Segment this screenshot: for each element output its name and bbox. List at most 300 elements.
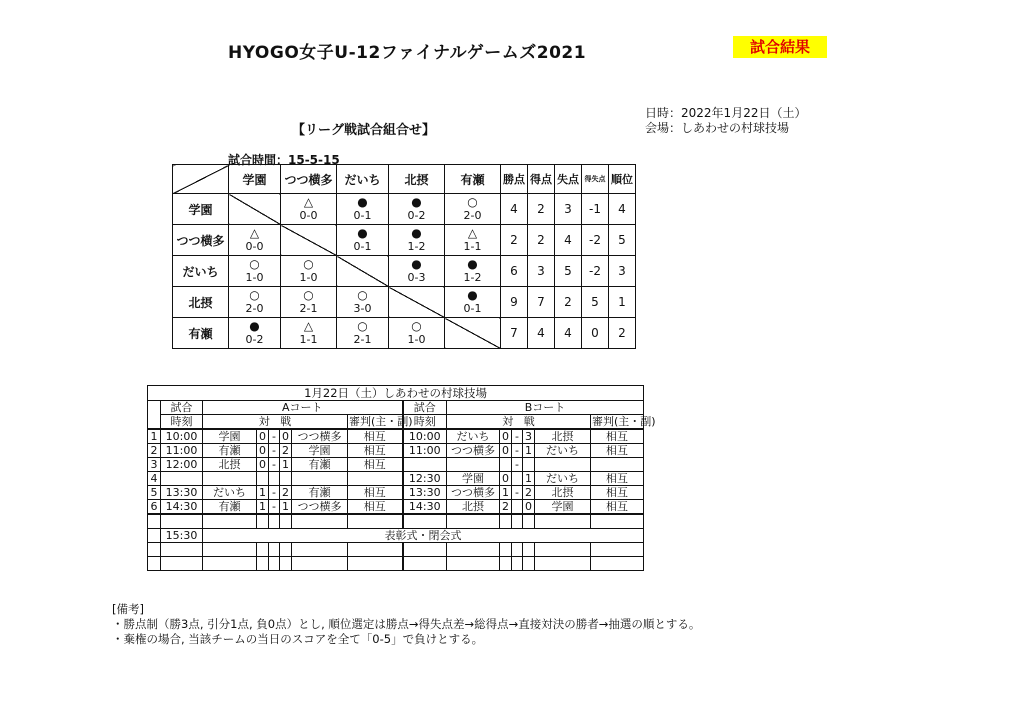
blank-cell: [500, 543, 512, 557]
blank-cell: [161, 514, 203, 529]
goals-against-cell: 5: [555, 256, 582, 287]
result-content: [445, 227, 500, 253]
court-b-away: 北摂: [535, 486, 591, 500]
blank-cell: [148, 401, 161, 430]
match-header-a-1: 対: [258, 415, 270, 428]
self-match-cell: [281, 225, 337, 256]
court-b-time: 13:30: [403, 486, 447, 500]
result-cell: [445, 256, 501, 287]
court-b-referee: 相互: [591, 429, 644, 444]
col-team: だいち: [337, 165, 389, 194]
court-a-away: つつ横多: [292, 429, 348, 444]
court-b-away: [535, 458, 591, 472]
col-goal-diff: 得失点: [582, 165, 609, 194]
result-symbol: ○: [303, 257, 314, 271]
ceremony-time: 15:30: [161, 529, 203, 543]
rank-cell: 4: [609, 194, 636, 225]
court-a-home-score: 1: [257, 500, 269, 515]
court-b-away-score: 0: [523, 500, 535, 515]
court-b-dash: -: [512, 458, 523, 472]
result-content: [337, 227, 388, 253]
result-symbol: ●: [357, 195, 368, 209]
blank-cell: [591, 543, 644, 557]
row-team-name: つつ横多: [173, 225, 229, 256]
result-content: [281, 320, 336, 346]
court-b-away: だいち: [535, 444, 591, 458]
referee-header-a: 審判(主・副): [349, 415, 413, 428]
match-number: 3: [148, 458, 161, 472]
court-a-dash: -: [269, 429, 280, 444]
court-a-time: 11:00: [161, 444, 203, 458]
match-header-b-1: 対: [502, 415, 514, 428]
result-cell: [229, 225, 281, 256]
result-score: 1-2: [463, 271, 482, 284]
court-b-away: 北摂: [535, 429, 591, 444]
row-team-name: だいち: [173, 256, 229, 287]
col-team: 北摂: [389, 165, 445, 194]
result-content: [281, 196, 336, 222]
result-symbol: ●: [411, 195, 422, 209]
court-b-header: Bコート: [447, 401, 644, 415]
blank-cell: [257, 543, 269, 557]
self-match-cell: [389, 287, 445, 318]
result-cell: [337, 287, 389, 318]
court-b-home-score: 2: [500, 500, 512, 515]
court-b-dash: -: [512, 444, 523, 458]
blank-cell: [292, 543, 348, 557]
court-a-away: [292, 472, 348, 486]
result-symbol: ○: [357, 288, 368, 302]
match-number: 4: [148, 472, 161, 486]
result-score: 0-0: [245, 240, 264, 253]
result-content: [281, 258, 336, 284]
court-a-away-score: 2: [280, 444, 292, 458]
result-cell: [445, 194, 501, 225]
notes-line: ・棄権の場合, 当該チームの当日のスコアを全て「0-5」で負けとする。: [112, 632, 484, 646]
match-number: 5: [148, 486, 161, 500]
goals-against-cell: 3: [555, 194, 582, 225]
self-match-cell: [337, 256, 389, 287]
col-goals-for: 得点: [528, 165, 555, 194]
court-a-referee: 相互: [348, 429, 403, 444]
court-b-home-score: 1: [500, 486, 512, 500]
points-cell: 9: [501, 287, 528, 318]
result-cell: [229, 287, 281, 318]
court-a-home: [203, 472, 257, 486]
schedule-header-row-1: [148, 401, 644, 415]
result-score: 1-0: [245, 271, 264, 284]
court-a-dash: -: [269, 458, 280, 472]
goal-diff-cell: 5: [582, 287, 609, 318]
court-a-away-score: 0: [280, 429, 292, 444]
col-team: つつ横多: [281, 165, 337, 194]
points-cell: 6: [501, 256, 528, 287]
court-a-home-score: 0: [257, 458, 269, 472]
court-a-away: 学園: [292, 444, 348, 458]
result-cell: [281, 256, 337, 287]
schedule-row: [148, 486, 644, 500]
blank-cell: [523, 557, 535, 571]
league-heading: 【リーグ戦試合組合せ】: [292, 123, 436, 138]
court-b-away-score: 2: [523, 486, 535, 500]
blank-cell: [161, 543, 203, 557]
result-symbol: ●: [411, 226, 422, 240]
court-a-home-score: [257, 472, 269, 486]
court-a-time: 14:30: [161, 500, 203, 515]
match-header-b: [447, 415, 591, 430]
league-row: [173, 194, 636, 225]
court-a-away-score: 1: [280, 500, 292, 515]
self-match-cell: [229, 194, 281, 225]
result-content: [281, 289, 336, 315]
court-a-home: 有瀬: [203, 444, 257, 458]
court-b-home: [447, 458, 500, 472]
match-number: 6: [148, 500, 161, 515]
court-a-referee: 相互: [348, 444, 403, 458]
goal-diff-cell: -2: [582, 256, 609, 287]
court-b-home-score: 0: [500, 444, 512, 458]
result-content: [389, 258, 444, 284]
result-score: 1-0: [407, 333, 426, 346]
goals-for-cell: 7: [528, 287, 555, 318]
corner-cell: [173, 165, 229, 194]
result-content: [229, 227, 280, 253]
result-score: 0-1: [353, 240, 372, 253]
result-content: [229, 258, 280, 284]
league-row: [173, 318, 636, 349]
schedule-empty-row: [148, 557, 644, 571]
court-b-home: つつ横多: [447, 444, 500, 458]
result-cell: [337, 194, 389, 225]
result-score: 1-1: [463, 240, 482, 253]
result-symbol: ●: [249, 319, 260, 333]
time-header-a-2: 時刻: [161, 415, 203, 430]
time-header-a: 試合: [161, 401, 203, 415]
goal-diff-cell: -2: [582, 225, 609, 256]
court-a-away: 有瀬: [292, 486, 348, 500]
schedule-date-title: 1月22日（土）しあわせの村球技場: [148, 386, 644, 401]
result-cell: [445, 287, 501, 318]
goals-for-cell: 2: [528, 194, 555, 225]
result-symbol: ○: [303, 288, 314, 302]
result-cell: [389, 225, 445, 256]
court-b-time: 10:00: [403, 429, 447, 444]
court-a-time: [161, 472, 203, 486]
court-b-home: 北摂: [447, 500, 500, 515]
result-score: 0-1: [353, 209, 372, 222]
blank-cell: [535, 514, 591, 529]
result-cell: [389, 318, 445, 349]
result-cell: [445, 225, 501, 256]
blank-cell: [280, 557, 292, 571]
result-score: 0-2: [407, 209, 426, 222]
result-symbol: ●: [467, 257, 478, 271]
blank-cell: [403, 543, 447, 557]
result-content: [389, 227, 444, 253]
result-score: 0-2: [245, 333, 264, 346]
court-a-away-score: [280, 472, 292, 486]
blank-cell: [348, 514, 403, 529]
match-header-b-2: 戦: [523, 415, 535, 428]
blank-cell: [535, 543, 591, 557]
result-score: 0-3: [407, 271, 426, 284]
blank-cell: [269, 557, 280, 571]
court-a-home: 学園: [203, 429, 257, 444]
result-content: [229, 289, 280, 315]
court-b-away-score: [523, 458, 535, 472]
blank-cell: [500, 514, 512, 529]
match-header-a: [203, 415, 348, 430]
court-a-time: 12:00: [161, 458, 203, 472]
match-time: 試合時間：15-5-15: [228, 153, 340, 167]
court-a-home: だいち: [203, 486, 257, 500]
court-a-time: 13:30: [161, 486, 203, 500]
blank-cell: [148, 557, 161, 571]
result-cell: [389, 256, 445, 287]
court-b-referee: 相互: [591, 444, 644, 458]
row-team-name: 北摂: [173, 287, 229, 318]
court-b-referee: 相互: [591, 500, 644, 515]
court-a-dash: -: [269, 444, 280, 458]
result-symbol: △: [467, 226, 478, 240]
match-number: 1: [148, 429, 161, 444]
blank-cell: [269, 543, 280, 557]
blank-cell: [203, 543, 257, 557]
court-b-away-score: 1: [523, 444, 535, 458]
time-header-b-2: 時刻: [403, 415, 447, 430]
col-rank: 順位: [609, 165, 636, 194]
result-symbol: ○: [411, 319, 422, 333]
time-header-b: 試合: [403, 401, 447, 415]
court-b-home-score: 0: [500, 472, 512, 486]
col-points: 勝点: [501, 165, 528, 194]
blank-cell: [148, 543, 161, 557]
goals-for-cell: 4: [528, 318, 555, 349]
court-a-away: つつ横多: [292, 500, 348, 515]
court-b-time: 12:30: [403, 472, 447, 486]
result-score: 0-0: [299, 209, 318, 222]
court-b-dash: -: [512, 429, 523, 444]
result-symbol: ●: [357, 226, 368, 240]
court-a-dash: [269, 472, 280, 486]
result-content: [337, 320, 388, 346]
goals-against-cell: 4: [555, 225, 582, 256]
court-b-time: [403, 458, 447, 472]
blank-cell: [203, 514, 257, 529]
blank-cell: [512, 514, 523, 529]
court-a-home: 北摂: [203, 458, 257, 472]
col-team: 有瀬: [445, 165, 501, 194]
rank-cell: 2: [609, 318, 636, 349]
court-b-referee: 相互: [591, 472, 644, 486]
court-a-time: 10:00: [161, 429, 203, 444]
goals-for-cell: 2: [528, 225, 555, 256]
match-number: 2: [148, 444, 161, 458]
blank-cell: [148, 529, 161, 543]
blank-cell: [512, 543, 523, 557]
court-b-dash: [512, 500, 523, 515]
row-team-name: 有瀬: [173, 318, 229, 349]
result-cell: [229, 318, 281, 349]
blank-cell: [292, 514, 348, 529]
result-symbol: △: [303, 195, 314, 209]
result-score: 1-0: [299, 271, 318, 284]
court-a-header: Aコート: [203, 401, 403, 415]
result-score: 2-0: [463, 209, 482, 222]
schedule-row: [148, 429, 644, 444]
result-content: [389, 320, 444, 346]
result-cell: [337, 225, 389, 256]
result-score: 2-1: [299, 302, 318, 315]
result-score: 1-1: [299, 333, 318, 346]
blank-cell: [447, 557, 500, 571]
points-cell: 7: [501, 318, 528, 349]
rank-cell: 1: [609, 287, 636, 318]
schedule-row: [148, 444, 644, 458]
schedule-table: [147, 385, 656, 571]
result-badge: 試合結果: [733, 36, 827, 58]
points-cell: 4: [501, 194, 528, 225]
court-a-away-score: 1: [280, 458, 292, 472]
blank-cell: [512, 557, 523, 571]
court-a-referee: 相互: [348, 500, 403, 515]
schedule-empty-row: [148, 543, 644, 557]
court-b-away-score: 1: [523, 472, 535, 486]
court-b-home: だいち: [447, 429, 500, 444]
court-a-away: 有瀬: [292, 458, 348, 472]
blank-cell: [269, 514, 280, 529]
blank-cell: [280, 543, 292, 557]
result-score: 2-1: [353, 333, 372, 346]
court-a-home: 有瀬: [203, 500, 257, 515]
referee-header-b: 審判(主・副): [592, 415, 656, 428]
result-content: [229, 320, 280, 346]
blank-cell: [161, 557, 203, 571]
result-cell: [281, 287, 337, 318]
court-a-dash: -: [269, 500, 280, 515]
notes-section: [112, 602, 700, 647]
goals-against-cell: 2: [555, 287, 582, 318]
schedule-row: [148, 472, 644, 486]
court-a-home-score: 1: [257, 486, 269, 500]
blank-cell: [447, 543, 500, 557]
blank-cell: [535, 557, 591, 571]
court-a-away-score: 2: [280, 486, 292, 500]
col-team: 学園: [229, 165, 281, 194]
court-b-dash: [512, 472, 523, 486]
blank-cell: [523, 543, 535, 557]
court-b-referee: [591, 458, 644, 472]
league-row: [173, 287, 636, 318]
blank-cell: [280, 514, 292, 529]
blank-cell: [523, 514, 535, 529]
blank-cell: [292, 557, 348, 571]
result-score: 2-0: [245, 302, 264, 315]
blank-cell: [203, 557, 257, 571]
match-header-a-2: 戦: [280, 415, 292, 428]
notes-heading: [備考]: [112, 602, 144, 616]
goal-diff-cell: -1: [582, 194, 609, 225]
court-a-home-score: 0: [257, 444, 269, 458]
blank-cell: [403, 557, 447, 571]
court-a-dash: -: [269, 486, 280, 500]
row-team-name: 学園: [173, 194, 229, 225]
court-b-home: つつ横多: [447, 486, 500, 500]
schedule-row: [148, 500, 644, 515]
result-symbol: ○: [249, 288, 260, 302]
result-content: [389, 196, 444, 222]
result-cell: [281, 318, 337, 349]
court-b-home: 学園: [447, 472, 500, 486]
document-title: HYOGO女子U-12ファイナルゲームズ2021: [228, 43, 587, 63]
blank-cell: [257, 557, 269, 571]
blank-cell: [257, 514, 269, 529]
schedule-blank-row: [148, 514, 644, 529]
court-a-referee: 相互: [348, 486, 403, 500]
court-b-time: 14:30: [403, 500, 447, 515]
league-row: [173, 256, 636, 287]
ceremony-row: [148, 529, 644, 543]
result-cell: [281, 194, 337, 225]
self-match-cell: [445, 318, 501, 349]
result-content: [445, 289, 500, 315]
venue-line: [645, 119, 789, 136]
result-content: [445, 196, 500, 222]
venue-label: 会場：: [645, 121, 682, 135]
result-score: 1-2: [407, 240, 426, 253]
col-goals-against: 失点: [555, 165, 582, 194]
notes-line: ・勝点制（勝3点, 引分1点, 負0点）とし, 順位選定は勝点→得失点差→総得点→直接対決の勝者→抽選の順とする。: [112, 617, 701, 631]
schedule-date-row: [148, 386, 644, 401]
rank-cell: 3: [609, 256, 636, 287]
court-b-referee: 相互: [591, 486, 644, 500]
goals-for-cell: 3: [528, 256, 555, 287]
result-score: 0-1: [463, 302, 482, 315]
result-symbol: △: [249, 226, 260, 240]
league-row: [173, 225, 636, 256]
court-b-dash: -: [512, 486, 523, 500]
court-b-away-score: 3: [523, 429, 535, 444]
ceremony-label: 表彰式・閉会式: [203, 529, 644, 543]
result-symbol: △: [303, 319, 314, 333]
blank-cell: [148, 514, 161, 529]
result-cell: [229, 256, 281, 287]
blank-cell: [591, 557, 644, 571]
result-content: [337, 196, 388, 222]
result-cell: [389, 194, 445, 225]
result-cell: [337, 318, 389, 349]
result-symbol: ●: [411, 257, 422, 271]
court-b-time: 11:00: [403, 444, 447, 458]
result-content: [445, 258, 500, 284]
result-content: [337, 289, 388, 315]
result-symbol: ●: [467, 288, 478, 302]
schedule-row: [148, 458, 644, 472]
venue-value: しあわせの村球技場: [681, 121, 790, 135]
date-value: 2022年1月22日（土）: [681, 106, 807, 120]
points-cell: 2: [501, 225, 528, 256]
blank-cell: [348, 543, 403, 557]
blank-cell: [348, 557, 403, 571]
rank-cell: 5: [609, 225, 636, 256]
court-b-away: 学園: [535, 500, 591, 515]
blank-cell: [447, 514, 500, 529]
result-symbol: ○: [249, 257, 260, 271]
league-table: [172, 164, 636, 349]
date-label: 日時：: [645, 106, 682, 120]
result-symbol: ○: [467, 195, 478, 209]
league-header-row: [173, 165, 636, 194]
